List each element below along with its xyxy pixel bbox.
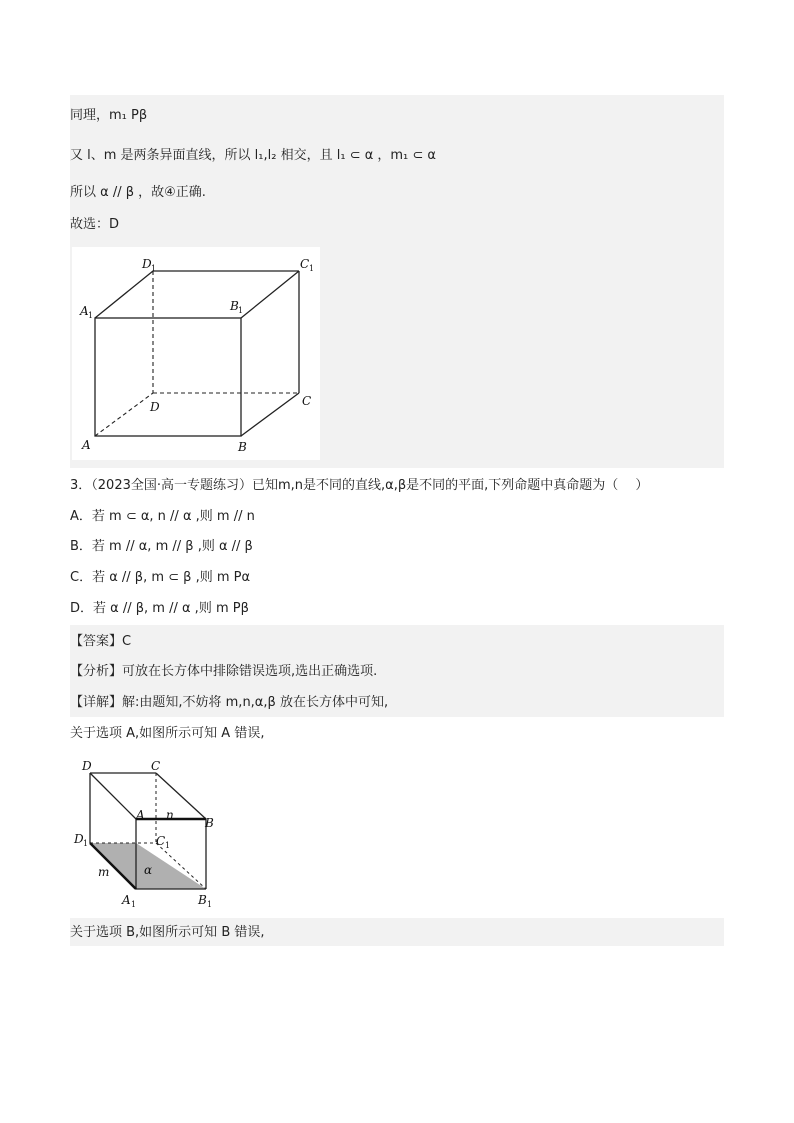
solution-line-1: 同理，m₁ Pβ [70, 108, 148, 123]
label-m: m [98, 865, 110, 879]
label-n: n [166, 808, 174, 822]
cuboid-figure-1 [72, 247, 320, 460]
label-C1-sub: 1 [309, 264, 315, 273]
option-d: D．若 α // β, m // α ,则 m Pβ [70, 601, 249, 616]
answer-line: 【答案】C [70, 634, 132, 649]
question-3-stem [70, 476, 724, 496]
question-source: （2023全国·高一专题练习） [91, 478, 252, 493]
label-D1-sub: 1 [83, 839, 89, 848]
label-A1-sub: 1 [88, 311, 94, 320]
label-D1: D [142, 257, 152, 271]
option-b: B．若 m // α, m // β ,则 α // β [70, 539, 253, 554]
label-D: D [82, 759, 92, 773]
label-B1-sub: 1 [238, 306, 244, 315]
label-B1: B [198, 893, 207, 907]
label-A: A [82, 438, 91, 452]
question-number: 3． [70, 478, 92, 493]
option-a: A．若 m ⊂ α, n // α ,则 m // n [70, 509, 255, 524]
label-B: B [205, 816, 214, 830]
option-c: C．若 α // β, m ⊂ β ,则 m Pα [70, 570, 251, 585]
label-C1-sub: 1 [165, 841, 171, 850]
label-A1: A [80, 304, 89, 318]
label-C1: C [300, 257, 310, 271]
label-A1: A [122, 893, 131, 907]
label-B1: B [230, 299, 239, 313]
solution-line-2: 又 l、m 是两条异面直线，所以 l₁,l₂ 相交，且 l₁ ⊂ α ，m₁ ⊂ α [70, 148, 436, 163]
label-C1: C [156, 834, 166, 848]
solution-line-3: 所以 α // β ，故④正确. [70, 185, 206, 200]
label-A1-sub: 1 [131, 900, 137, 909]
label-D: D [150, 400, 160, 414]
cuboid-figure-2 [72, 757, 216, 909]
note-option-b: 关于选项 B,如图所示可知 B 错误, [70, 925, 265, 940]
label-C: C [151, 759, 161, 773]
label-D1-sub: 1 [151, 264, 157, 273]
label-B1-sub: 1 [207, 900, 213, 909]
note-option-a: 关于选项 A,如图所示可知 A 错误, [70, 726, 265, 741]
solution-line-4: 故选：D [70, 217, 120, 232]
label-B: B [238, 440, 247, 454]
label-C: C [302, 394, 312, 408]
label-alpha: α [144, 863, 153, 877]
label-D1: D [74, 832, 84, 846]
label-A: A [136, 808, 145, 822]
analysis-line: 【分析】可放在长方体中排除错误选项,选出正确选项. [70, 664, 378, 679]
detail-line: 【详解】解:由题知,不妨将 m,n,α,β 放在长方体中可知, [70, 695, 389, 710]
question-text: 已知m,n是不同的直线,α,β是不同的平面,下列命题中真命题为（ ） [252, 478, 649, 493]
